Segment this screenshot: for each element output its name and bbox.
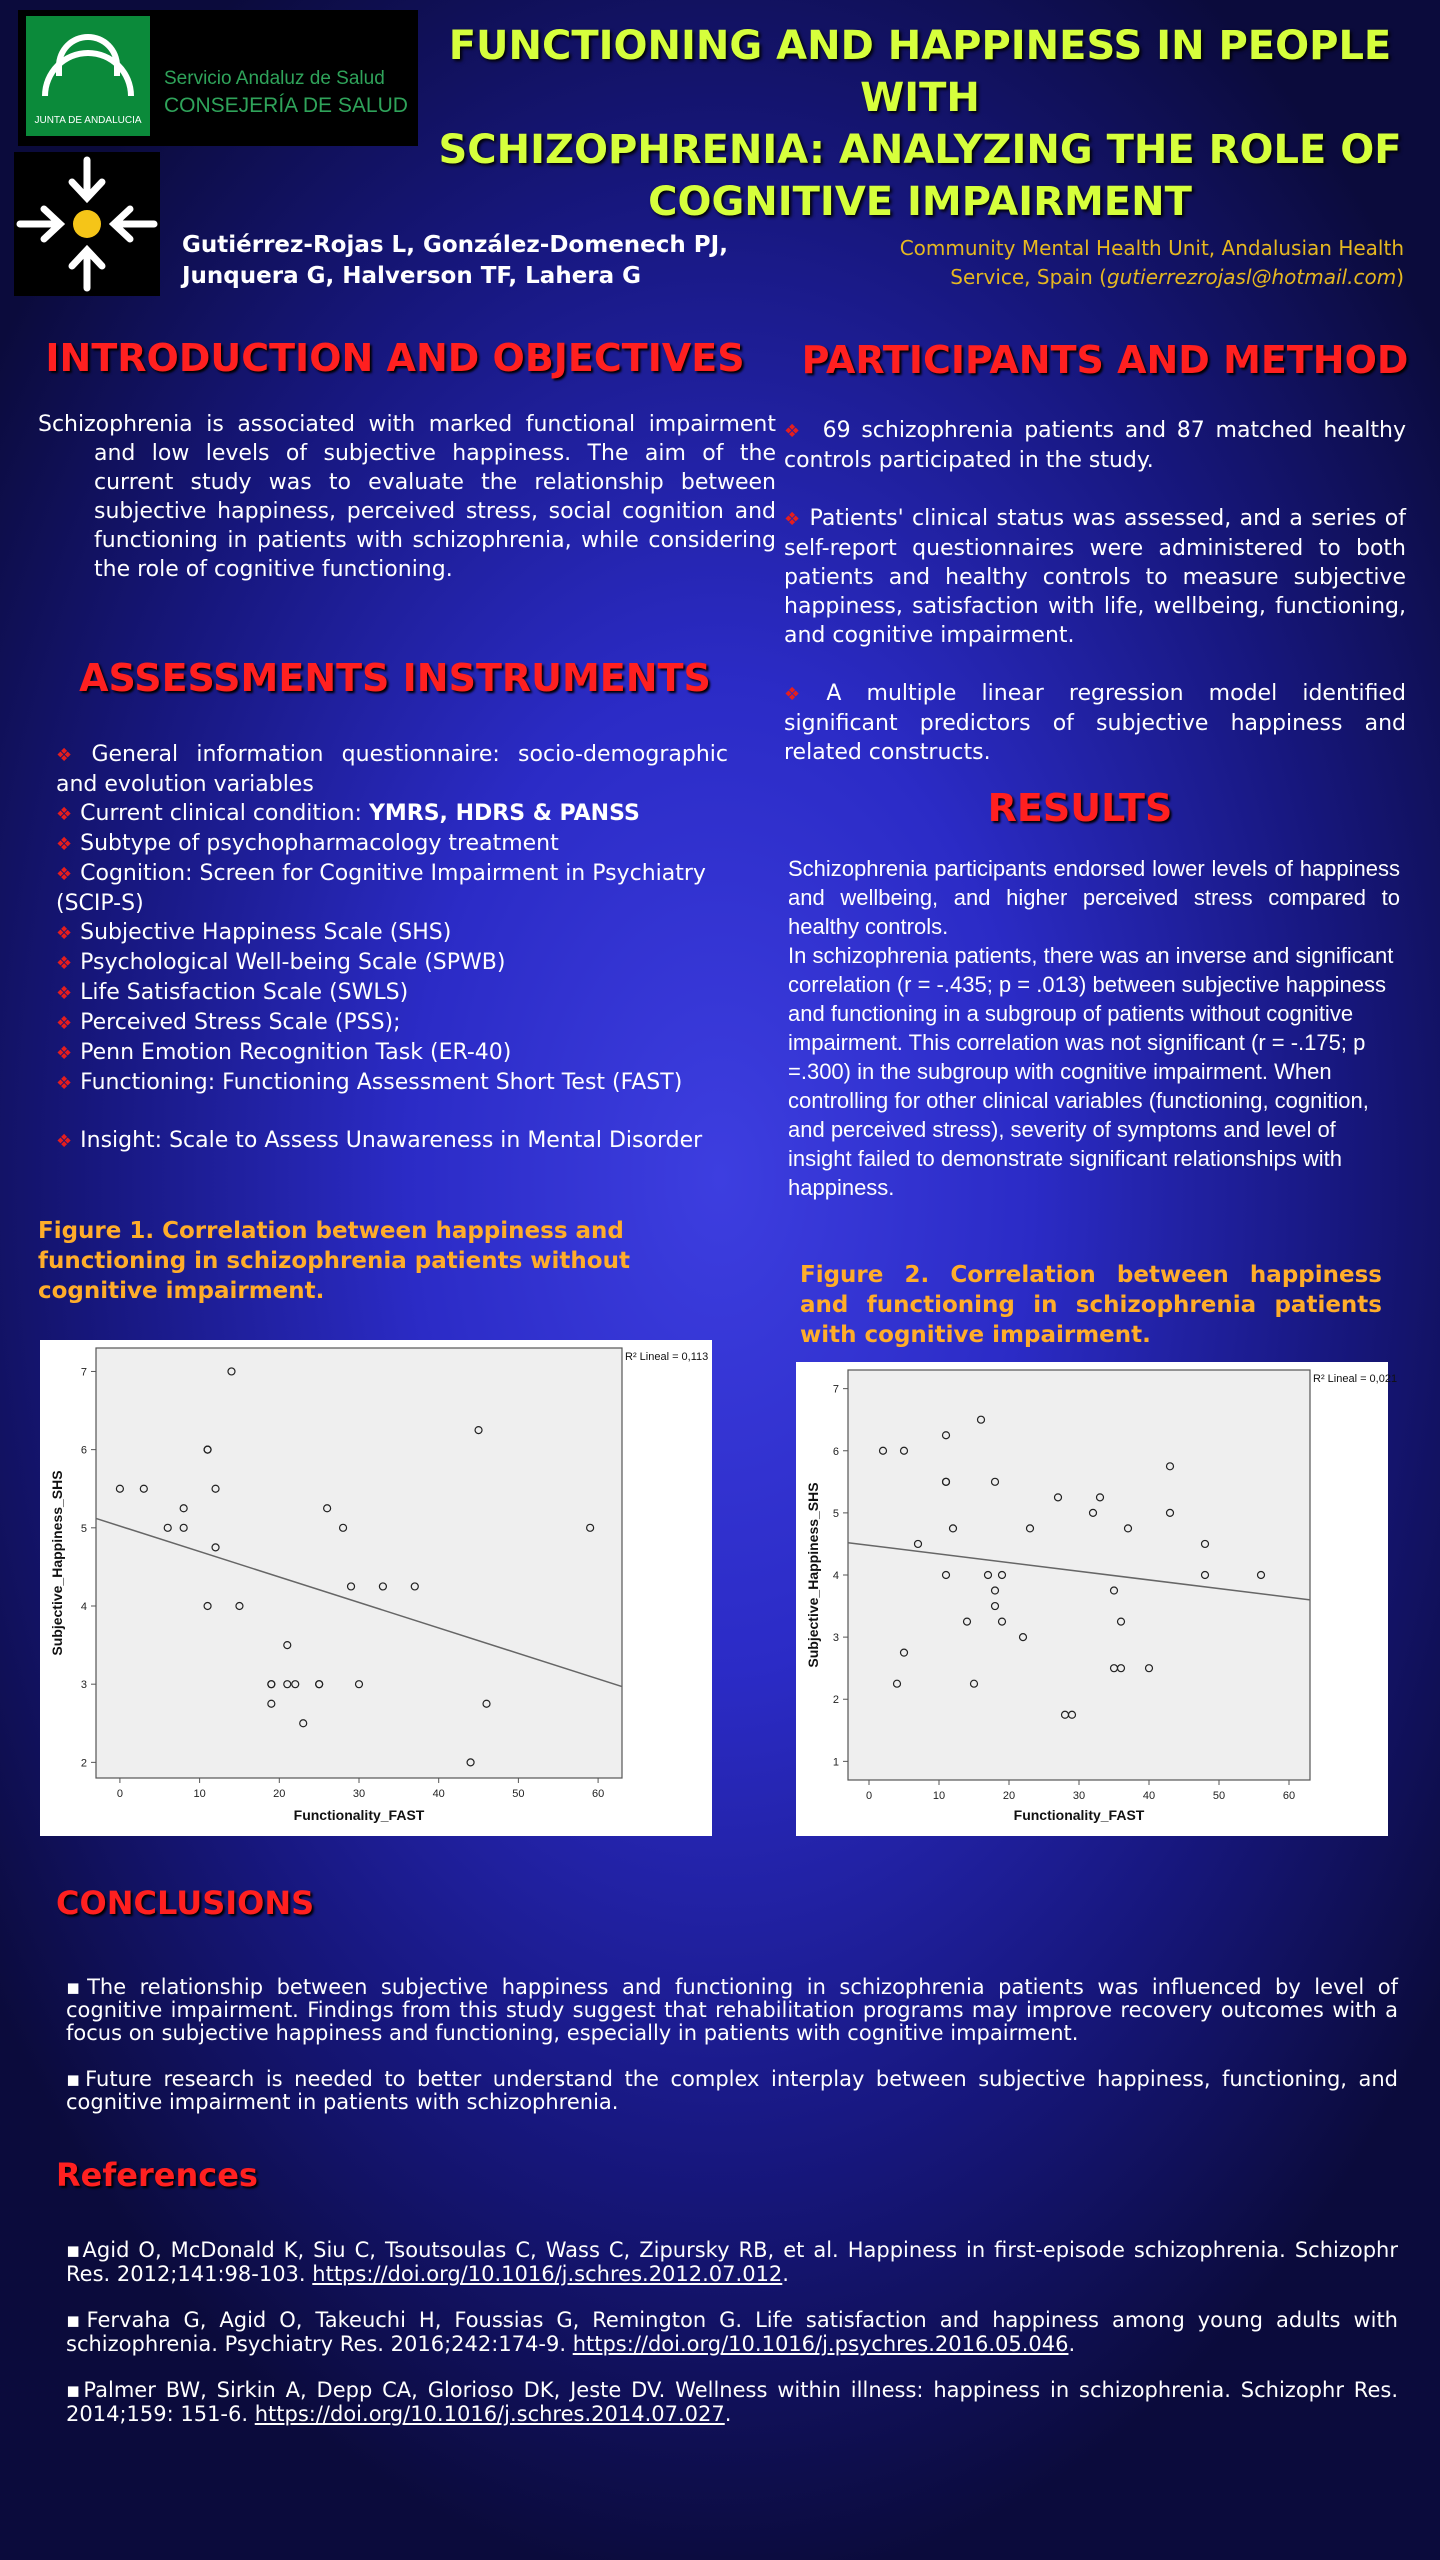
x-tick-label: 40 (1142, 1790, 1156, 1802)
list-item: ❖ Current clinical condition: YMRS, HDRS & PANSS (56, 801, 640, 826)
results-heading: RESULTS (987, 786, 1173, 830)
intro-text: Schizophrenia is associated with marked functional impairment and low levels of subjective happiness. The aim of the current study was to evaluate the relationship between subjective happiness, perceived stress, social cognition and functioning in patients with schizophrenia, while considering the role of cognitive functioning. (38, 412, 776, 582)
intro-heading: INTRODUCTION AND OBJECTIVES (45, 336, 745, 380)
r2-label: R² Lineal = 0,021 (1313, 1373, 1398, 1385)
bullet-icon: ❖ (56, 1073, 73, 1094)
results-p2: In schizophrenia patients, there was an inverse and significant correlation (r = -.435; p = .013) between subjective happiness and functioning in a subgroup of patients without cognitive impairment. This correlation was not significant (r = -.175; p =.300) in the subgroup with cognitive impairment. When controlling for other clinical variables (functioning, cognition, and perceived stress), severity of symptoms and level of insight failed to demonstrate significant relationships with happiness. (788, 943, 1394, 1200)
bullet-icon: ❖ (56, 1043, 73, 1064)
results-text (788, 854, 1400, 1202)
arrows-icon (14, 152, 160, 296)
sas-logo (18, 10, 418, 146)
reference-item: ▪Agid O, McDonald K, Siu C, Tsoutsoulas C, Wass C, Zipursky RB, et al. Happiness in first-episode schizophrenia. Schizophr Res. 2012;141:98-103. https://doi.org/10.1016/j.schres.2012.07.012. (66, 2238, 1398, 2286)
list-item: ❖ Cognition: Screen for Cognitive Impairment in Psychiatry (SCIP-S) (56, 861, 706, 916)
x-tick-label: 60 (1282, 1790, 1296, 1802)
bullet-icon: ❖ (56, 804, 73, 825)
references-list (66, 2238, 1398, 2426)
bullet-icon: ❖ (56, 1131, 73, 1152)
x-axis-label: Functionality_FAST (293, 1807, 425, 1823)
list-item: ❖ Penn Emotion Recognition Task (ER-40) (56, 1040, 512, 1065)
list-item: ❖ General information questionnaire: socio-demographic and evolution variables (56, 742, 728, 797)
y-axis-label: Subjective_Happiness_SHS (805, 1482, 821, 1668)
conclusions-heading: CONCLUSIONS (56, 1884, 315, 1922)
list-item: ❖ Subtype of psychopharmacology treatment (56, 831, 559, 856)
authors-line: Gutiérrez-Rojas L, González-Domenech PJ, (182, 232, 728, 258)
scatter-chart-2 (796, 1362, 1398, 1836)
x-tick-label: 60 (591, 1788, 605, 1800)
doi-link[interactable]: https://doi.org/10.1016/j.psychres.2016.05.046 (572, 2332, 1069, 2356)
x-axis-label: Functionality_FAST (1013, 1807, 1145, 1823)
x-tick-label: 20 (273, 1788, 286, 1800)
assessments-list (56, 740, 728, 1156)
conclusion-item: ▪The relationship between subjective happiness and functioning in schizophrenia patients was influenced by level of cognitive impairment. Findings from this study suggest that rehabilitation programs may improve recovery outcomes with a focus on subjective happiness and functioning, especially in patients with cognitive impairment. (66, 1975, 1398, 2045)
bullet-icon: ❖ (784, 421, 804, 442)
doi-link[interactable]: https://doi.org/10.1016/j.schres.2012.07.012 (312, 2262, 783, 2286)
list-item: ❖ Insight: Scale to Assess Unawareness in Mental Disorder (56, 1128, 703, 1153)
participants-heading: PARTICIPANTS AND METHOD (801, 338, 1409, 382)
affiliation-line1: Community Mental Health Unit, Andalusian Health (899, 236, 1404, 260)
junta-andalucia-emblem (26, 16, 150, 136)
x-tick-label: 10 (932, 1790, 946, 1802)
x-tick-label: 50 (1212, 1790, 1226, 1802)
plot-area (96, 1348, 622, 1778)
list-item: ❖ Subjective Happiness Scale (SHS) (56, 920, 452, 945)
y-tick-label: 2 (832, 1694, 839, 1707)
junta-label: JUNTA DE ANDALUCIA (34, 115, 142, 126)
affiliation-line2: Service, Spain (gutierrezrojasl@hotmail.com) (950, 265, 1404, 289)
bullet-icon: ❖ (56, 834, 73, 855)
y-tick-label: 1 (832, 1756, 839, 1769)
title-line: FUNCTIONING AND HAPPINESS IN PEOPLE WITH (448, 23, 1392, 121)
list-item: ❖ Psychological Well-being Scale (SPWB) (56, 950, 506, 975)
arrows-logo (14, 152, 160, 296)
y-tick-label: 6 (80, 1444, 87, 1457)
list-item: ❖ Functioning: Functioning Assessment Short Test (FAST) (56, 1070, 683, 1095)
title-line: COGNITIVE IMPAIRMENT (648, 179, 1192, 225)
x-tick-label: 30 (352, 1788, 366, 1800)
y-tick-label: 6 (832, 1445, 839, 1458)
bullet-icon: ❖ (56, 745, 84, 766)
references-heading: References (56, 2156, 258, 2194)
y-tick-label: 4 (832, 1570, 839, 1582)
affiliation (844, 234, 1404, 292)
x-tick-label: 10 (193, 1788, 206, 1800)
figure1-chart (40, 1340, 712, 1836)
authors (182, 230, 728, 292)
y-tick-label: 2 (80, 1757, 87, 1770)
list-item: ❖ Life Satisfaction Scale (SWLS) (56, 980, 409, 1005)
results-p1: Schizophrenia participants endorsed lower levels of happiness and wellbeing, and higher perceived stress compared to healthy controls. (788, 856, 1400, 939)
figure1-caption: Figure 1. Correlation between happiness and functioning in schizophrenia patients without cognitive impairment. (38, 1218, 630, 1304)
y-tick-label: 5 (80, 1522, 87, 1535)
bullet-icon: ❖ (56, 983, 73, 1004)
x-tick-label: 0 (865, 1790, 873, 1802)
x-tick-label: 20 (1002, 1790, 1016, 1802)
bullet-icon: ❖ (784, 509, 802, 530)
participants-text (784, 416, 1406, 767)
x-tick-label: 50 (512, 1788, 525, 1800)
r2-label: R² Lineal = 0,113 (625, 1351, 709, 1363)
conclusion-item: ▪Future research is needed to better understand the complex interplay between subjective happiness, functioning, and cognitive impairment in patients with schizophrenia. (66, 2067, 1398, 2114)
participants-p3: ❖ A multiple linear regression model identified significant predictors of subjective happiness and related constructs. (784, 681, 1406, 765)
logo-text-line2: CONSEJERÍA DE SALUD (164, 94, 408, 117)
doi-link[interactable]: https://doi.org/10.1016/j.schres.2014.07.027 (254, 2402, 725, 2426)
list-item: ❖ Perceived Stress Scale (PSS); (56, 1010, 401, 1035)
logo-text-line1: Servicio Andaluz de Salud (164, 68, 385, 89)
scatter-chart-1 (40, 1340, 712, 1836)
email-link[interactable]: gutierrezrojasl@hotmail.com (1106, 265, 1397, 289)
bullet-icon: ❖ (56, 953, 73, 974)
y-tick-label: 7 (832, 1383, 839, 1396)
y-tick-label: 7 (80, 1366, 87, 1379)
x-tick-label: 0 (116, 1788, 123, 1800)
reference-item: ▪Palmer BW, Sirkin A, Depp CA, Glorioso DK, Jeste DV. Wellness within illness: happiness in schizophrenia. Schizophr Res. 2014;159: 151-6. https://doi.org/10.1016/j.schres.2014.07.027. (66, 2378, 1398, 2426)
conclusions-list (66, 1976, 1398, 2114)
y-tick-label: 5 (832, 1507, 839, 1520)
title-line: SCHIZOPHRENIA: ANALYZING THE ROLE OF (438, 127, 1402, 173)
y-tick-label: 3 (80, 1679, 87, 1692)
bullet-icon: ❖ (56, 923, 73, 944)
y-tick-label: 3 (832, 1632, 839, 1645)
plot-area (848, 1370, 1310, 1780)
figure2-caption: Figure 2. Correlation between happiness and functioning in schizophrenia patients with cognitive impairment. (800, 1262, 1382, 1348)
authors-line: Junquera G, Halverson TF, Lahera G (182, 263, 642, 289)
x-tick-label: 30 (1072, 1790, 1086, 1802)
x-tick-label: 40 (432, 1788, 445, 1800)
y-tick-label: 4 (80, 1601, 87, 1613)
bullet-icon: ❖ (784, 684, 819, 705)
reference-item: ▪Fervaha G, Agid O, Takeuchi H, Foussias G, Remington G. Life satisfaction and happiness among young adults with schizophrenia. Psychiatry Res. 2016;242:174-9. https://doi.org/10.1016/j.psychres.2016.05.046. (66, 2308, 1398, 2356)
bullet-icon: ❖ (56, 1013, 73, 1034)
participants-p2: ❖ Patients' clinical status was assessed, and a series of self-report questionnaires were administered to both patients and healthy controls to measure subjective happiness, satisfaction with life, wellbeing, functioning, and cognitive impairment. (784, 506, 1407, 648)
participants-p1: ❖ 69 schizophrenia patients and 87 matched healthy controls participated in the study. (784, 418, 1406, 473)
y-axis-label: Subjective_Happiness_SHS (49, 1470, 65, 1656)
bullet-icon: ❖ (56, 864, 73, 885)
assessments-heading: ASSESSMENTS INSTRUMENTS (79, 656, 711, 700)
figure2-chart (796, 1362, 1398, 1836)
poster-title (420, 20, 1420, 228)
